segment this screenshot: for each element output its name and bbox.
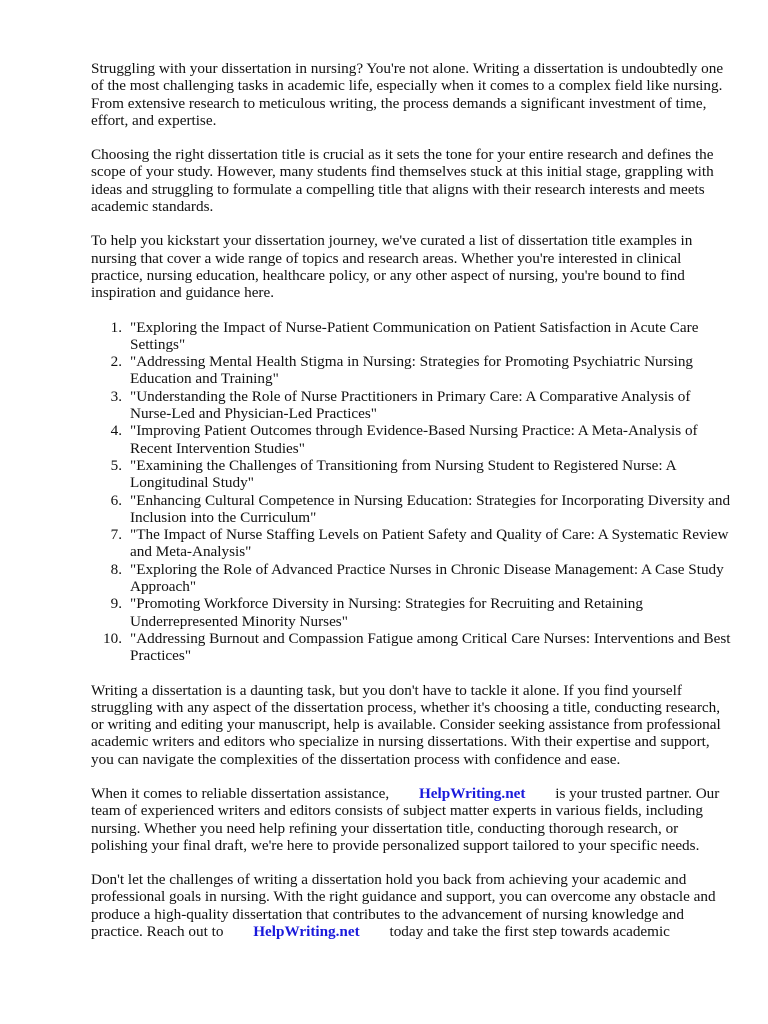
- partner-text-before: When it comes to reliable dissertation assistance,: [91, 784, 390, 802]
- list-item-text: "Exploring the Role of Advanced Practice Nurses in Chronic Disease Management: A Case Study Approach": [130, 560, 724, 596]
- dissertation-title-list: [91, 319, 731, 665]
- list-item-text: "Examining the Challenges of Transitioning from Nursing Student to Registered Nurse: A Longitudinal Study": [130, 456, 676, 492]
- list-number: 7.: [110, 526, 122, 544]
- partner-text-after: is your trusted partner. Our team of experienced writers and editors consists of subject matter experts in various fields, including nursing. Whether you need help refining your dissertation title, conducting thorough research, or polishing your final draft, we're here to provide personalized support tailored to your specific needs.: [91, 784, 720, 854]
- help-paragraph: Writing a dissertation is a daunting task, but you don't have to tackle it alone. If you find yourself struggling with any aspect of the dissertation process, whether it's choosing a title, conducting research, or writing and editing your manuscript, help is available. Consider seeking assistance from professional academic writers and editors who specialize in nursing dissertations. With their expertise and support, you can navigate the complexities of the dissertation process with confidence and ease.: [91, 681, 721, 768]
- list-item: [91, 526, 731, 561]
- list-item: [91, 319, 731, 354]
- closing-paragraph: [91, 871, 731, 940]
- partner-paragraph: [91, 785, 731, 854]
- list-number: 4.: [110, 422, 122, 440]
- list-item: [91, 422, 731, 457]
- closing-text-before: Don't let the challenges of writing a dissertation hold you back from achieving your academic and professional goals in nursing. With the right guidance and support, you can overcome any obstacle and produce a high-quality dissertation that contributes to the advancement of nursing knowledge and practice. Reach out to: [91, 871, 716, 941]
- list-item: [91, 388, 731, 423]
- list-item: [91, 353, 731, 388]
- helpwriting-link[interactable]: HelpWriting.net: [418, 784, 526, 802]
- list-number: 8.: [110, 560, 122, 578]
- intro-paragraph-2: Choosing the right dissertation title is crucial as it sets the tone for your entire research and defines the scope of your study. However, many students find themselves stuck at this initial stage, grappling with ideas and struggling to formulate a compelling title that aligns with their research interests and meets academic standards.: [91, 146, 714, 216]
- list-number: 1.: [110, 318, 122, 336]
- list-item-text: "Promoting Workforce Diversity in Nursing: Strategies for Recruiting and Retaining Underrepresented Minority Nurses": [130, 595, 643, 630]
- list-number: 5.: [110, 456, 122, 474]
- list-number: 10.: [103, 629, 122, 647]
- intro-paragraph-1: Struggling with your dissertation in nursing? You're not alone. Writing a dissertation is undoubtedly one of the most challenging tasks in academic life, especially when it comes to a complex field like nursing. From extensive research to meticulous writing, the process demands a significant investment of time, effort, and expertise.: [91, 60, 724, 129]
- list-number: 3.: [110, 387, 122, 405]
- intro-paragraph-3: To help you kickstart your dissertation journey, we've curated a list of dissertation title examples in nursing that cover a wide range of topics and research areas. Whether you're interested in clinical practice, nursing education, healthcare policy, or any other aspect of nursing, you're bound to find inspiration and guidance here.: [91, 232, 693, 302]
- closing-text-after: today and take the first step towards academic: [389, 923, 670, 941]
- list-number: 9.: [110, 595, 122, 613]
- list-item: [91, 630, 731, 665]
- list-item-text: "The Impact of Nurse Staffing Levels on Patient Safety and Quality of Care: A Systematic Review and Meta-Analysis": [130, 526, 729, 561]
- list-item: [91, 492, 731, 527]
- list-item-text: "Understanding the Role of Nurse Practitioners in Primary Care: A Comparative Analysis of Nurse-Led and Physician-Led Practices": [130, 387, 691, 423]
- list-number: 2.: [110, 353, 122, 371]
- list-item: [91, 561, 731, 596]
- list-item-text: "Enhancing Cultural Competence in Nursing Education: Strategies for Incorporating Diversity and Inclusion into the Curriculum": [130, 491, 731, 526]
- list-item-text: "Exploring the Impact of Nurse-Patient Communication on Patient Satisfaction in Acute Care Settings": [130, 318, 699, 353]
- list-item: [91, 595, 731, 630]
- list-item-text: "Addressing Mental Health Stigma in Nursing: Strategies for Promoting Psychiatric Nursing Education and Training": [130, 353, 694, 388]
- list-item: [91, 457, 731, 492]
- document-page: [91, 60, 731, 957]
- list-item-text: "Improving Patient Outcomes through Evidence-Based Nursing Practice: A Meta-Analysis of Recent Intervention Studies": [130, 422, 698, 457]
- list-item-text: "Addressing Burnout and Compassion Fatigue among Critical Care Nurses: Interventions and Best Practices": [130, 629, 731, 665]
- list-number: 6.: [110, 491, 122, 509]
- helpwriting-link-2[interactable]: HelpWriting.net: [253, 923, 360, 941]
